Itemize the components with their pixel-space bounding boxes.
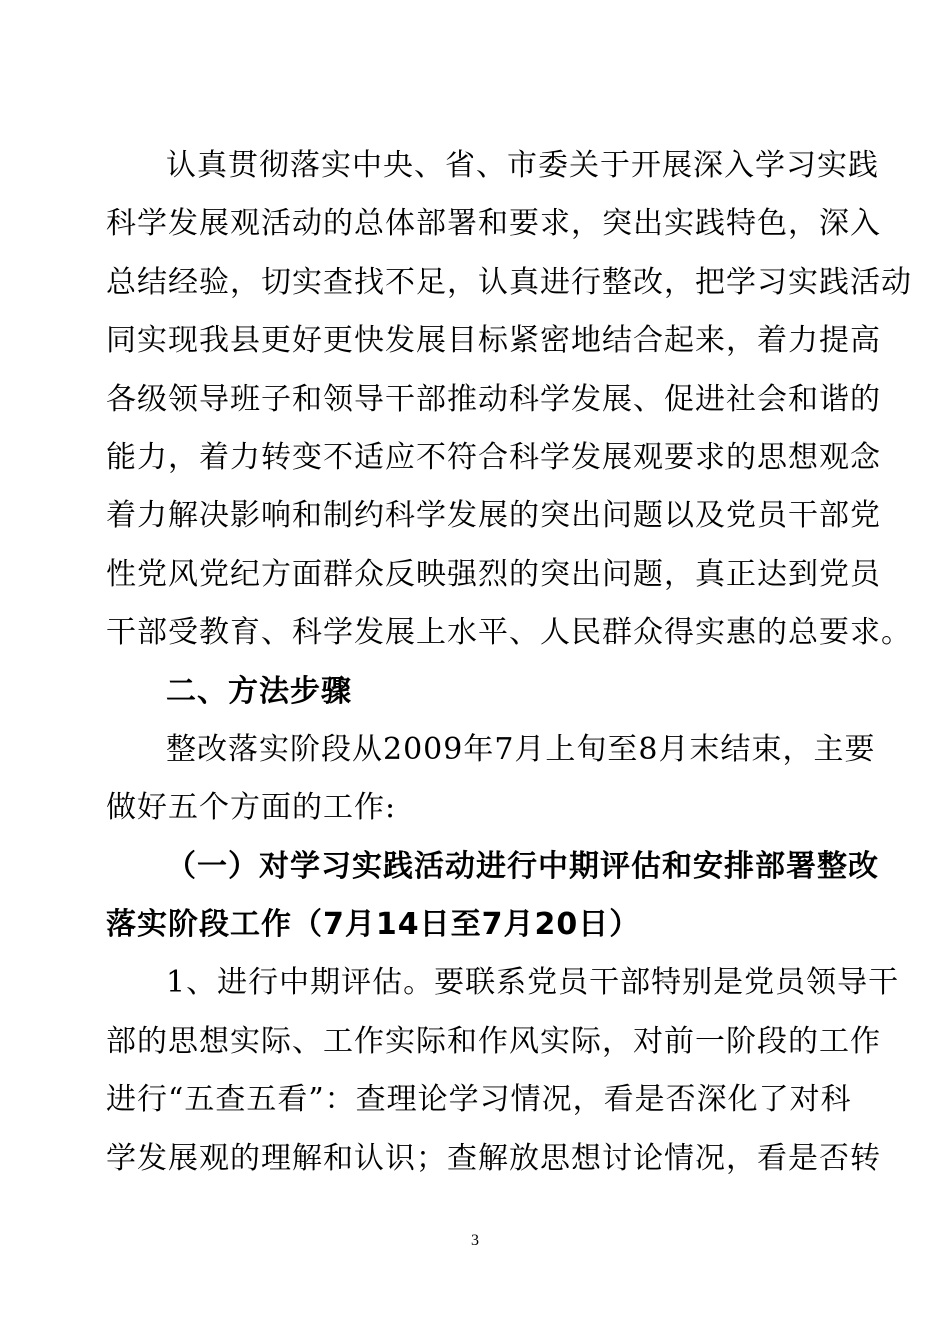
paragraph-line: 能力，着力转变不适应不符合科学发展观要求的思想观念 [106,439,881,475]
paragraph-line: 性党风党纪方面群众反映强烈的突出问题，真正达到党员 [106,556,881,592]
paragraph-line: 各级领导班子和领导干部推动科学发展、促进社会和谐的 [106,381,881,417]
document-body [106,140,912,1191]
paragraph-line: 1、进行中期评估。要联系党员干部特别是党员领导干 [166,965,900,1001]
paragraph-line: 科学发展观活动的总体部署和要求，突出实践特色，深入 [106,206,881,242]
paragraph-line: 认真贯彻落实中央、省、市委关于开展深入学习实践 [166,148,879,183]
paragraph-line: 着力解决影响和制约科学发展的突出问题以及党员干部党 [106,498,881,534]
paragraph-line: 同实现我县更好更快发展目标紧密地结合起来，着力提高 [106,323,881,359]
section-heading: 二、方法步骤 [166,673,352,709]
paragraph-line: 学发展观的理解和认识；查解放思想讨论情况，看是否转 [106,1140,881,1176]
paragraph-line: 整改落实阶段从2009年7月上旬至8月末结束，主要 [166,731,876,767]
page-number: 3 [471,1232,479,1249]
paragraph-line: 做好五个方面的工作: [106,790,397,826]
paragraph-line: 总结经验，切实查找不足，认真进行整改，把学习实践活动 [106,264,912,300]
paragraph-line: 进行“五查五看”：查理论学习情况，看是否深化了对科 [106,1082,852,1118]
subsection-heading: 落实阶段工作（7月14日至7月20日） [106,907,641,943]
subsection-heading: （一）对学习实践活动进行中期评估和安排部署整改 [166,848,879,884]
paragraph-line: 干部受教育、科学发展上水平、人民群众得实惠的总要求。 [106,615,912,651]
paragraph-line: 部的思想实际、工作实际和作风实际，对前一阶段的工作 [106,1023,881,1059]
